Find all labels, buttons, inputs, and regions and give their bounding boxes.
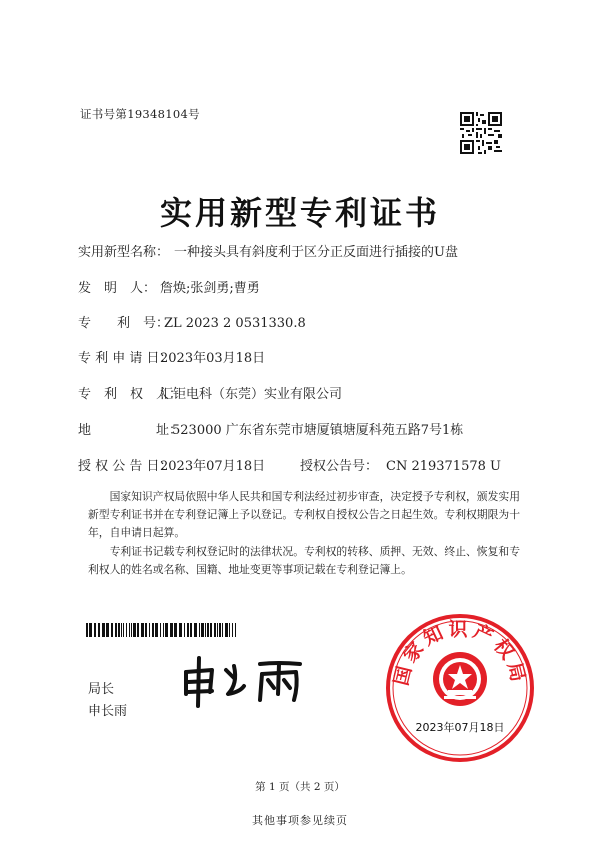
body-text: 国家知识产权局依照中华人民共和国专利法经过初步审查，决定授予专利权，颁发实用新型专利证书并在专利登记簿上予以登记。专利权自授权公告之日起生效。专利权期限为十年，自申请日起算。 [88,490,520,539]
seal-date: 2023年07月18日 [415,721,505,734]
field-label: 地 址： [78,423,183,438]
body-paragraph-2 [88,543,520,579]
official-seal [385,613,535,763]
field-value: 詹焕;张剑勇;曹勇 [160,281,260,296]
field-value: 523000 广东省东莞市塘厦镇塘厦科苑五路7号1栋 [172,423,464,438]
field-value: 汇钜电科（东莞）实业有限公司 [160,387,343,402]
body-paragraph-1 [88,488,520,542]
field-grant-date [78,459,266,475]
director-signature [178,650,318,710]
field-patent-number [78,316,306,332]
field-label: 授权公告号： [300,459,379,474]
field-patentee [78,387,343,403]
barcode [86,623,236,637]
field-label: 实用新型名称： [78,245,170,260]
field-value: ZL 2023 2 0531330.8 [164,316,306,331]
page-title: 实用新型专利证书 [159,194,440,232]
field-application-date [78,351,266,367]
field-value: 一种接头具有斜度利于区分正反面进行插接的U盘 [174,245,458,260]
director-name: 申长雨 [88,704,128,719]
director-title: 局长 [88,682,115,697]
field-grant-number [300,459,501,475]
footer-note: 其他事项参见续页 [252,814,348,827]
field-label: 授 权 公 告 日： [78,459,173,474]
qr-code-icon [460,112,502,154]
field-inventors [78,281,260,297]
page-number: 第 1 页（共 2 页） [255,781,345,793]
field-label: 专 利 权 人： [78,387,183,402]
field-value: 2023年03月18日 [160,351,266,366]
field-label: 发 明 人： [78,281,157,296]
field-value: CN 219371578 U [386,459,501,474]
field-label: 专 利 申 请 日： [78,351,173,366]
field-value: 2023年07月18日 [160,459,266,474]
field-utility-name [78,245,458,261]
field-address [78,423,464,439]
svg-text:国家知识产权局: 国家知识产权局 [390,618,530,688]
certificate-number: 证书号第19348104号 [80,107,200,121]
body-text: 专利证书记载专利权登记时的法律状况。专利权的转移、质押、无效、终止、恢复和专利权人的姓名或名称、国籍、地址变更等事项记载在专利登记簿上。 [88,545,520,576]
national-emblem-icon [433,652,487,706]
field-label: 专 利 号： [78,316,170,331]
